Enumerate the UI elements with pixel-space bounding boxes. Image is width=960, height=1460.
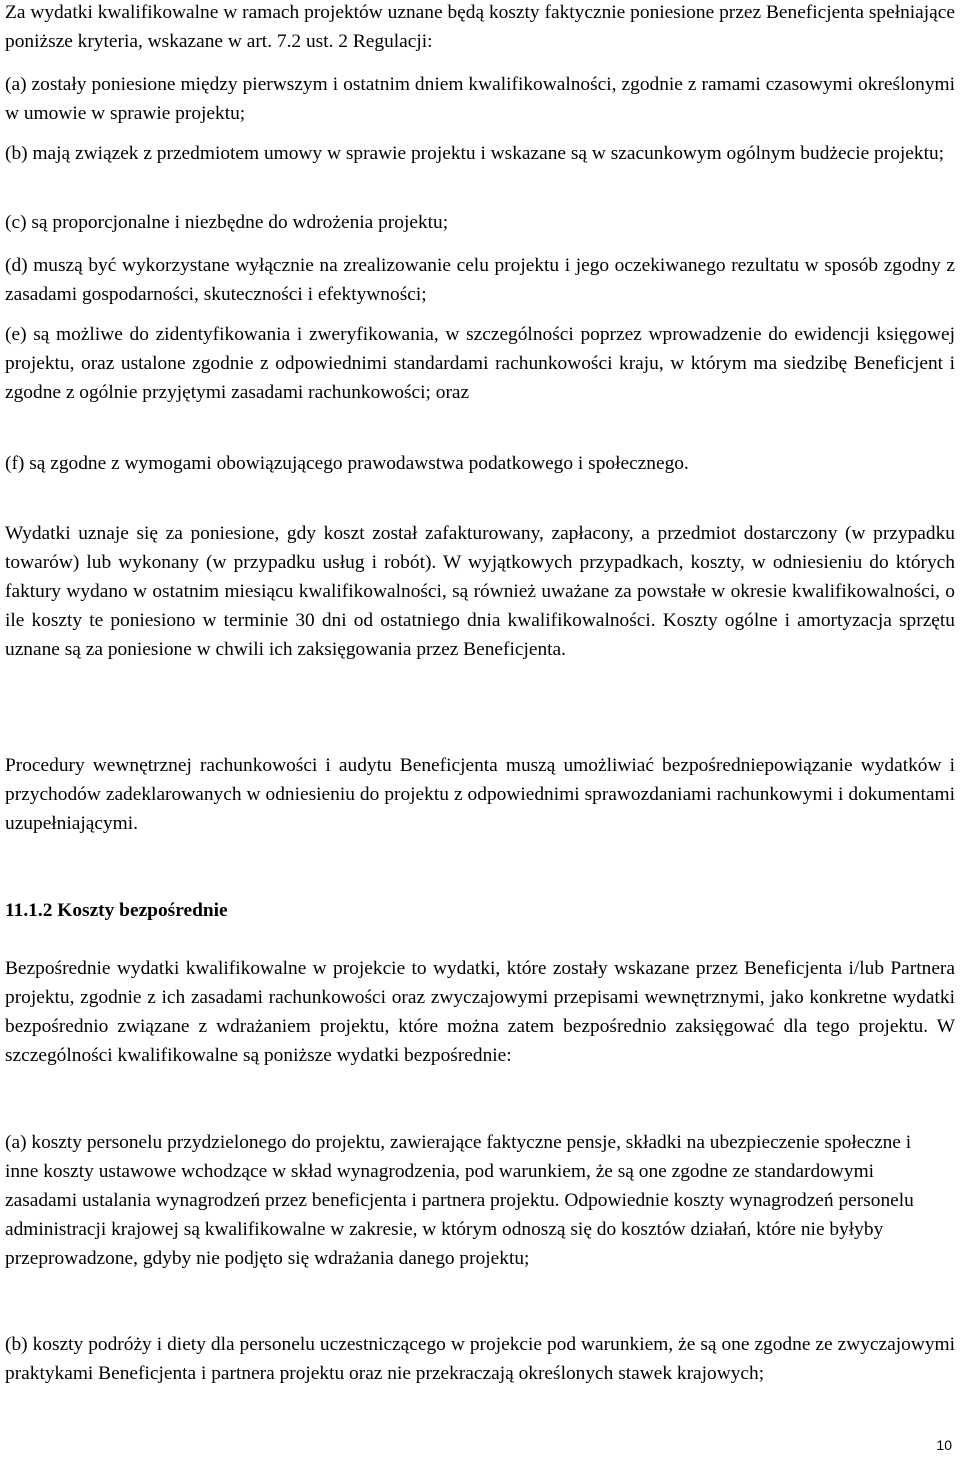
criterion-c: (c) są proporcjonalne i niezbędne do wdrożenia projektu; — [5, 212, 449, 233]
direct-costs-item-b: (b) koszty podróży i diety dla personelu uczestniczącego w projekcie pod warunkiem, że są one zgodne ze zwyczajowymi praktykami Beneficjenta i partnera projektu oraz nie przekraczają określonych stawek krajowych; — [5, 1334, 955, 1384]
direct-costs-intro: Bezpośrednie wydatki kwalifikowalne w projekcie to wydatki, które zostały wskazane przez Beneficjenta i/lub Partnera projektu, zgodnie z ich zasadami rachunkowości oraz zwyczajowymi przepisami wewnętrznymi, jako konkretne wydatki bezpośrednio związane z wdrażaniem projektu, które można zatem bezpośrednio zaksięgować dla tego projektu. W szczególności kwalifikowalne są poniższe wydatki bezpośrednie: — [5, 958, 955, 1066]
page-number: 10 — [936, 1437, 952, 1453]
direct-costs-item-a: (a) koszty personelu przydzielonego do projektu, zawierające faktyczne pensje, składki na ubezpieczenie społeczne i inne koszty ustawowe wchodzące w skład wynagrodzenia, pod warunkiem, że są one zgodne ze standardowymi zasadami ustalania wynagrodzeń przez beneficjenta i partnera projektu. Odpowiednie koszty wynagrodzeń personelu administracji krajowej są kwalifikowalne w zakresie, w którym odnoszą się do kosztów działań, które nie byłyby przeprowadzone, gdyby nie podjęto się wdrażania danego projektu; — [5, 1132, 914, 1269]
criterion-d: (d) muszą być wykorzystane wyłącznie na zrealizowanie celu projektu i jego oczekiwanego rezultatu w sposób zgodny z zasadami gospodarności, skuteczności i efektywności; — [5, 255, 955, 305]
criterion-a: (a) zostały poniesione między pierwszym i ostatnim dniem kwalifikowalności, zgodnie z ramami czasowymi określonymi w umowie w sprawie projektu; — [5, 74, 955, 124]
intro-paragraph: Za wydatki kwalifikowalne w ramach projektów uznane będą koszty faktycznie poniesione przez Beneficjenta spełniające poniższe kryteria, wskazane w art. 7.2 ust. 2 Regulacji: — [5, 2, 955, 52]
section-heading: 11.1.2 Koszty bezpośrednie — [5, 900, 228, 921]
criterion-f: (f) są zgodne z wymogami obowiązującego prawodawstwa podatkowego i społecznego. — [5, 453, 689, 474]
incurred-expenses-paragraph: Wydatki uznaje się za poniesione, gdy koszt został zafakturowany, zapłacony, a przedmiot dostarczony (w przypadku towarów) lub wykonany (w przypadku usług i robót). W wyjątkowych przypadkach, koszty, w odniesieniu do których faktury wydano w ostatnim miesiącu kwalifikowalności, są również uważane za powstałe w okresie kwalifikowalności, o ile koszty te poniesiono w terminie 30 dni od ostatniego dnia kwalifikowalności. Koszty ogólne i amortyzacja sprzętu uznane są za poniesione w chwili ich zaksięgowania przez Beneficjenta. — [5, 523, 955, 660]
criterion-b: (b) mają związek z przedmiotem umowy w sprawie projektu i wskazane są w szacunkowym ogólnym budżecie projektu; — [5, 143, 945, 164]
procedures-paragraph: Procedury wewnętrznej rachunkowości i audytu Beneficjenta muszą umożliwiać bezpośredniepowiązanie wydatków i przychodów zadeklarowanych w odniesieniu do projektu z odpowiednimi sprawozdaniami rachunkowymi i dokumentami uzupełniającymi. — [5, 755, 955, 834]
criterion-e: (e) są możliwe do zidentyfikowania i zweryfikowania, w szczególności poprzez wprowadzenie do ewidencji księgowej projektu, oraz ustalone zgodnie z odpowiednimi standardami rachunkowości kraju, w którym ma siedzibę Beneficjent i zgodne z ogólnie przyjętymi zasadami rachunkowości; oraz — [5, 324, 955, 403]
